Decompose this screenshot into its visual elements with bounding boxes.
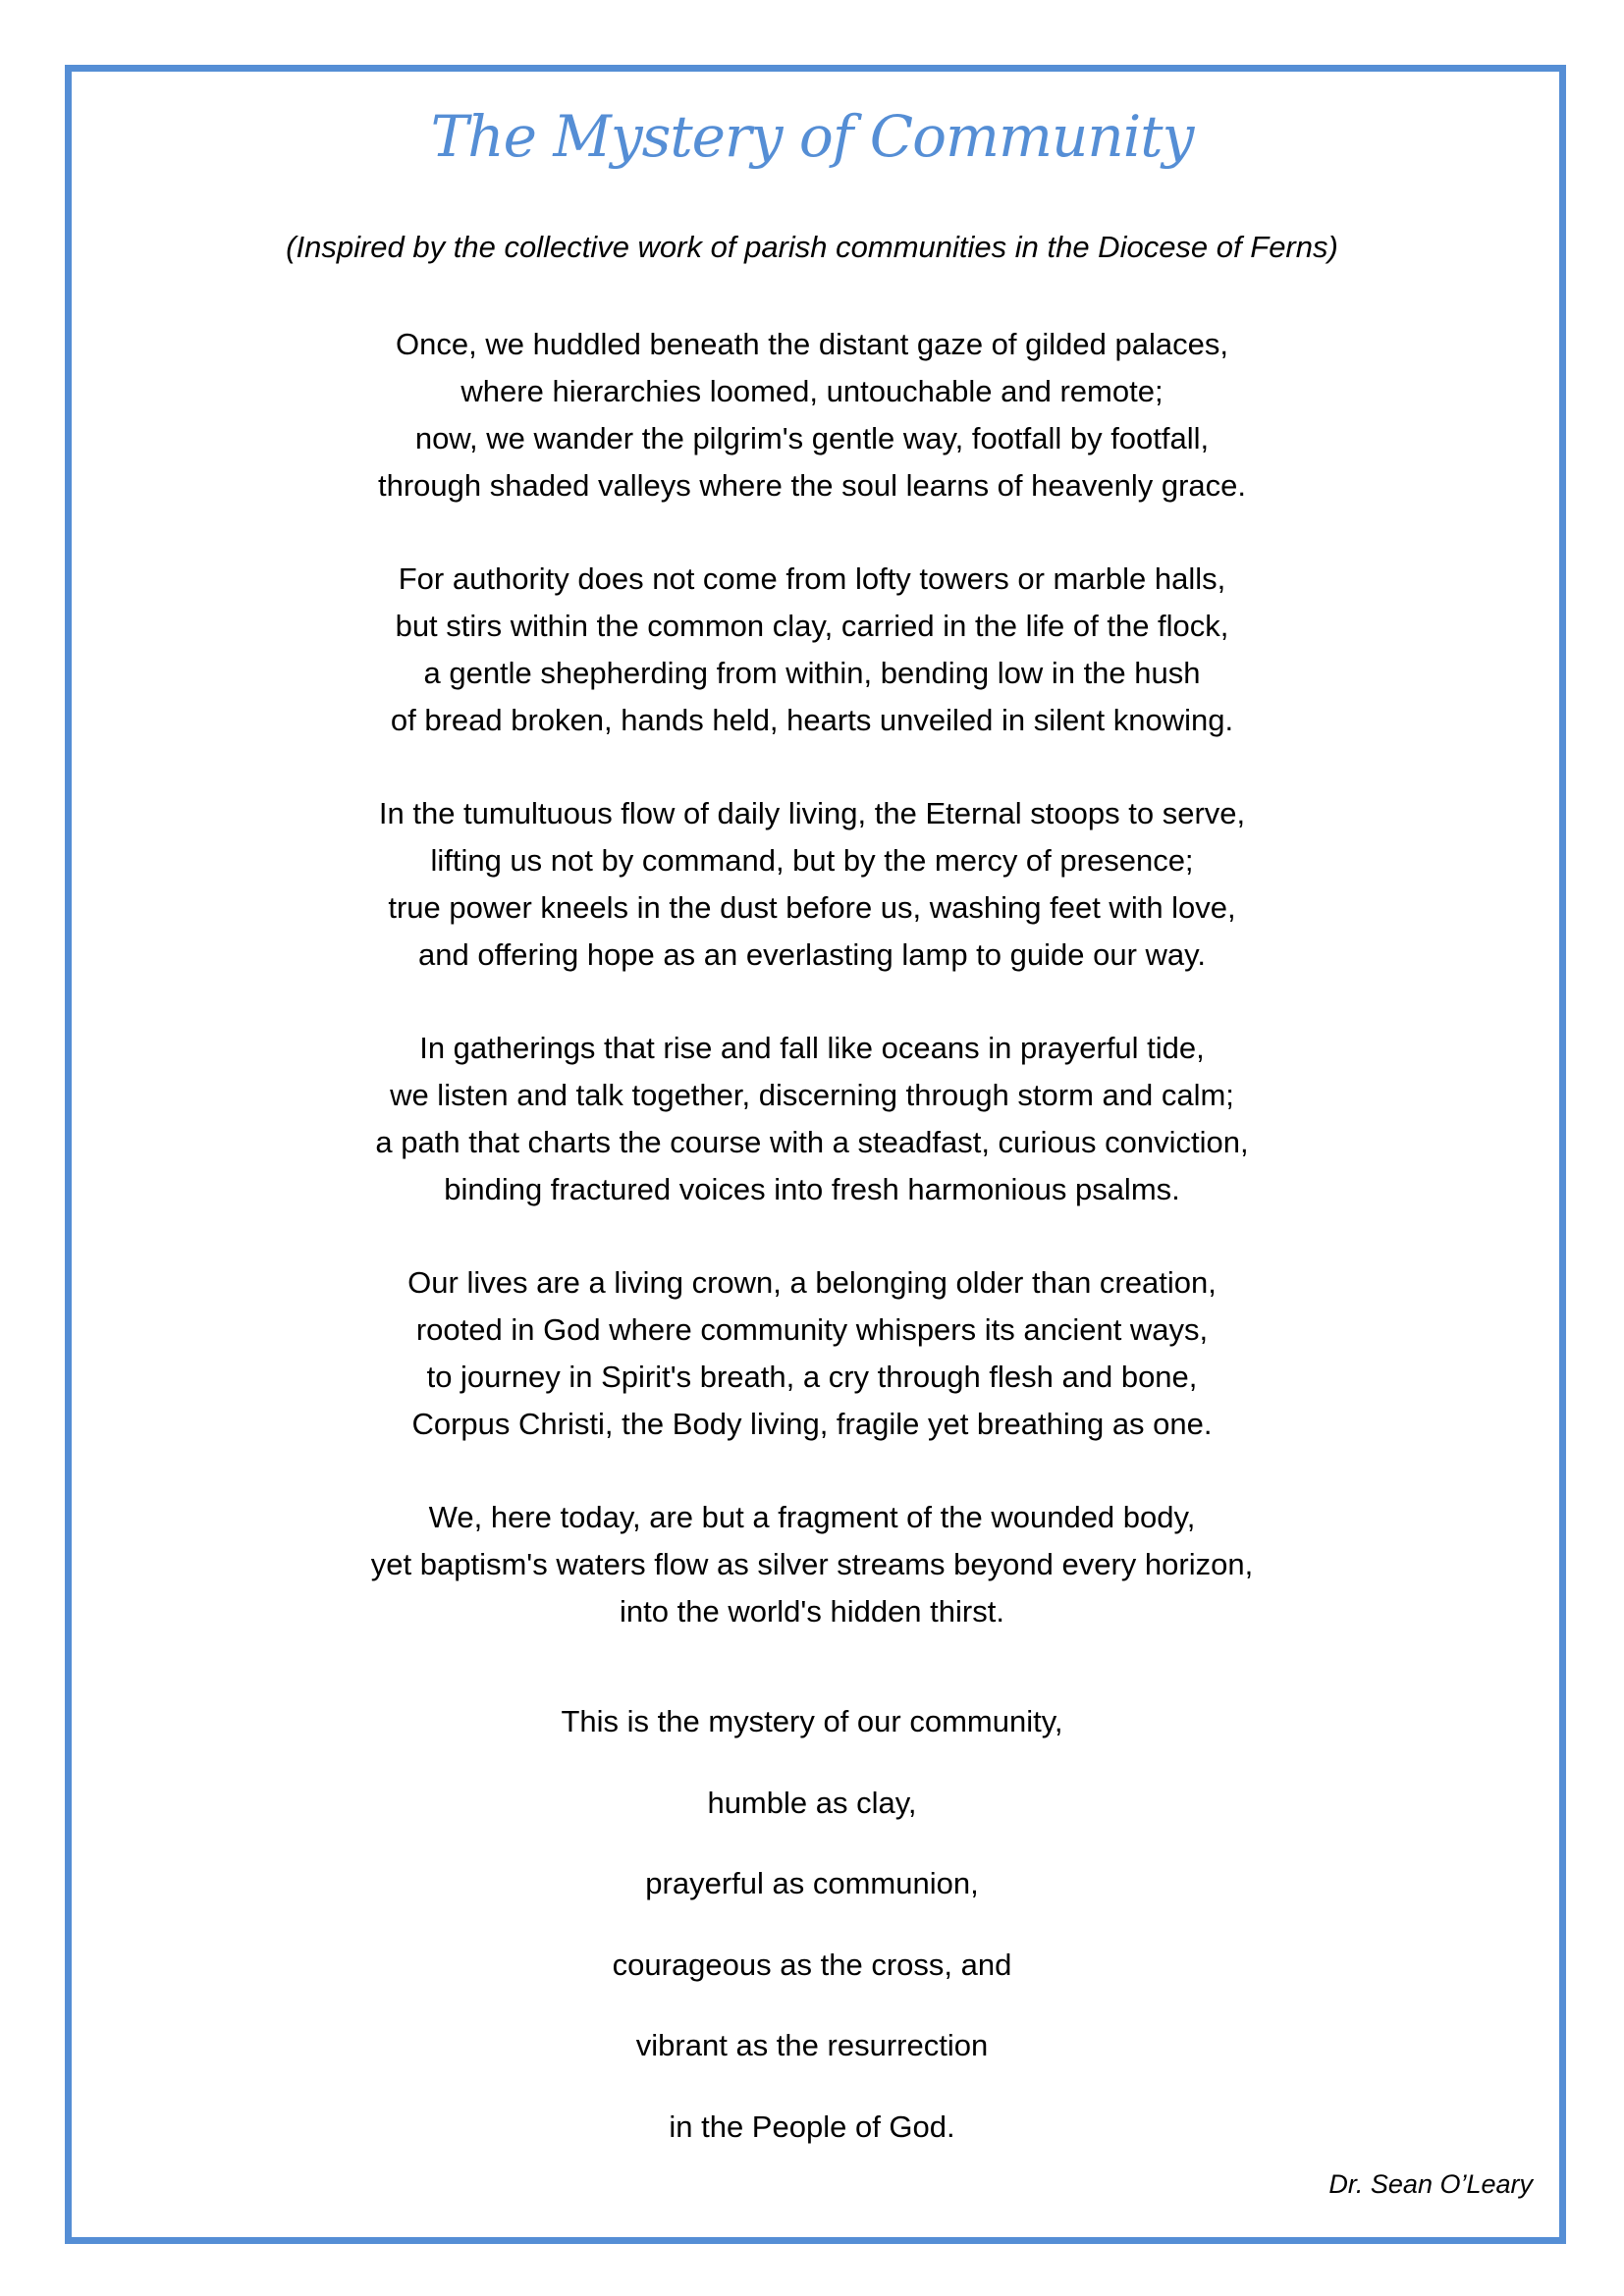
author-signature: Dr. Sean O’Leary [1328,2169,1533,2199]
stanza [0,1025,1624,1213]
poem-line: but stirs within the common clay, carried in the life of the flock, [395,609,1229,643]
poem-line: In gatherings that rise and fall like oceans in prayerful tide, [419,1031,1205,1065]
poem-line: We, here today, are but a fragment of the wounded body, [428,1500,1196,1534]
poem-line: a gentle shepherding from within, bending low in the hush [423,656,1201,690]
poem-line: through shaded valleys where the soul learns of heavenly grace. [377,468,1247,503]
stanza [0,556,1624,744]
stanza [0,1259,1624,1448]
poem-line: lifting us not by command, but by the mercy of presence; [430,843,1194,878]
closing-line: This is the mystery of our community, [561,1704,1063,1738]
poem-line: where hierarchies loomed, untouchable and remote; [460,374,1164,408]
poem-line: Our lives are a living crown, a belonging older than creation, [407,1265,1217,1300]
closing-line: vibrant as the resurrection [635,2028,989,2062]
poem-title: The Mystery of Community [430,103,1194,170]
poem-subtitle: (Inspired by the collective work of parish communities in the Diocese of Ferns) [286,230,1338,264]
poem-line: Once, we huddled beneath the distant gaze of gilded palaces, [396,327,1228,361]
closing-line: prayerful as communion, [645,1866,979,1900]
poem-line: to journey in Spirit's breath, a cry through flesh and bone, [426,1360,1198,1394]
poem-line: of bread broken, hands held, hearts unveiled in silent knowing. [390,703,1234,737]
poem-line: into the world's hidden thirst. [620,1594,1004,1629]
poem-line: Corpus Christi, the Body living, fragile yet breathing as one. [411,1407,1213,1441]
poem-line: In the tumultuous flow of daily living, the Eternal stoops to serve, [378,796,1246,830]
closing-stanza [0,1682,1624,2167]
closing-line: in the People of God. [669,2109,955,2144]
poem-line: and offering hope as an everlasting lamp to guide our way. [418,937,1206,972]
poem-line: binding fractured voices into fresh harmonious psalms. [444,1172,1180,1206]
poem-line: rooted in God where community whispers its ancient ways, [415,1312,1209,1347]
closing-line: humble as clay, [707,1785,917,1820]
poem-line: yet baptism's waters flow as silver streams beyond every horizon, [370,1547,1254,1581]
closing-line: courageous as the cross, and [612,1947,1012,1982]
stanza [0,321,1624,509]
poem-line: now, we wander the pilgrim's gentle way, footfall by footfall, [414,421,1210,455]
poem-body [0,321,1624,2167]
poem-line: we listen and talk together, discerning through storm and calm; [390,1078,1234,1112]
poem-line: true power kneels in the dust before us, washing feet with love, [388,890,1236,925]
poem-line: For authority does not come from lofty towers or marble halls, [398,561,1226,596]
stanza [0,1494,1624,1635]
poem-line: a path that charts the course with a steadfast, curious conviction, [375,1125,1249,1159]
stanza [0,790,1624,979]
